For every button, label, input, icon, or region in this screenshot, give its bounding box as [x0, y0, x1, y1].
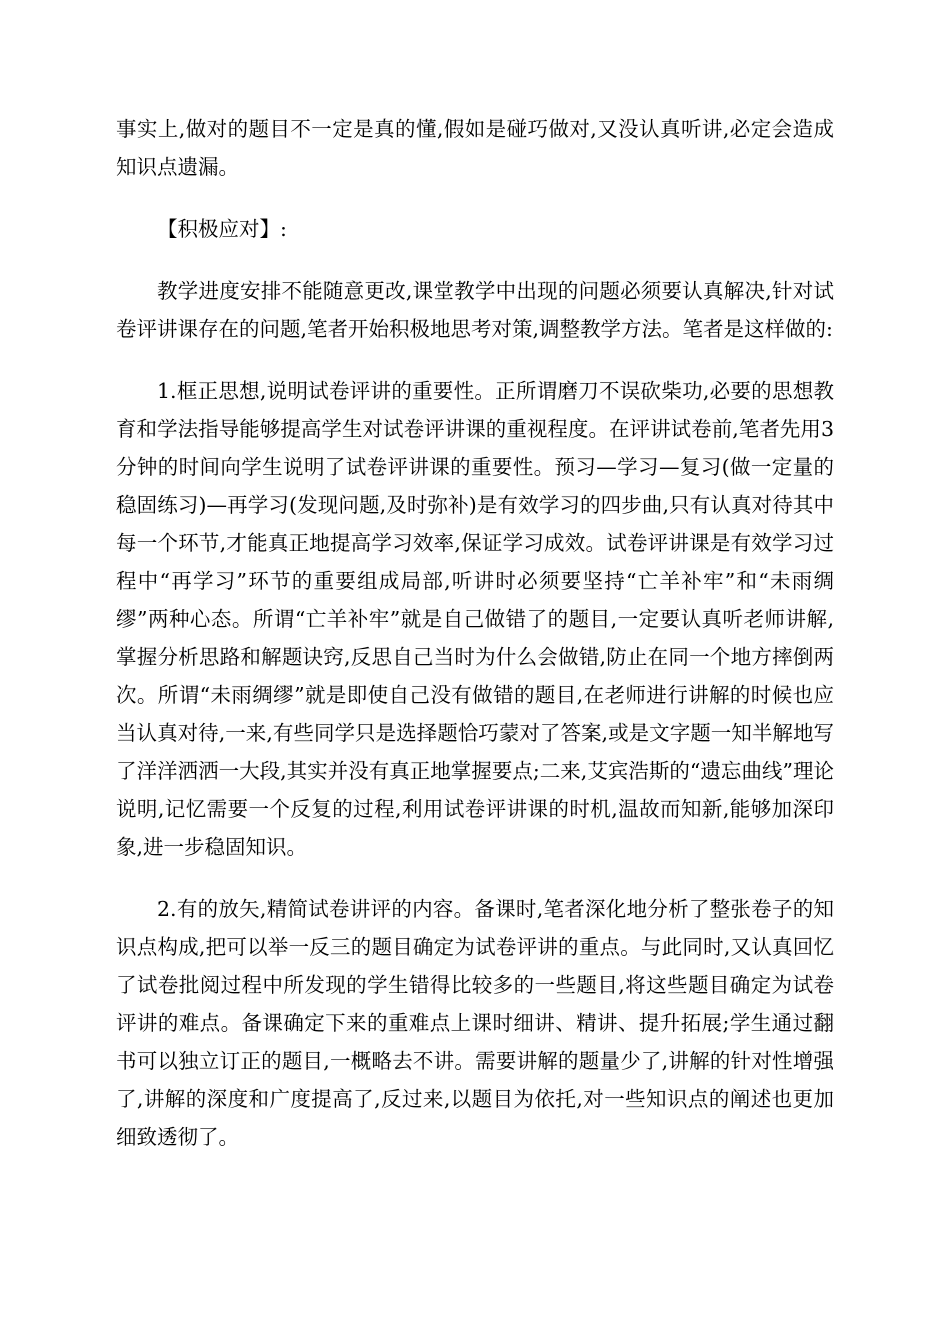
paragraph-intro: 事实上,做对的题目不一定是真的懂,假如是碰巧做对,又没认真听讲,必定会造成知识点遗漏。 [116, 117, 834, 179]
paragraph-overview: 教学进度安排不能随意更改,课堂教学中出现的问题必须要认真解决,针对试卷评讲课存在的问题,笔者开始积极地思考对策,调整教学方法。笔者是这样做的: [116, 279, 834, 341]
section-heading: 【积极应对】: [157, 217, 287, 241]
document-page [116, 110, 834, 1180]
paragraph-point-2: 2.有的放矢,精简试卷讲评的内容。备课时,笔者深化地分析了整张卷子的知识点构成,把可以举一反三的题目确定为试卷评讲的重点。与此同时,又认真回忆了试卷批阅过程中所发现的学生错得比较多的一些题目,将这些题目确定为试卷评讲的难点。备课确定下来的重难点上课时细讲、精讲、提升拓展;学生通过翻书可以独立订正的题目,一概略去不讲。需要讲解的题量少了,讲解的针对性增强了,讲解的深度和广度提高了,反过来,以题目为依托,对一些知识点的阐述也更加细致透彻了。 [116, 897, 834, 1149]
paragraph-point-1: 1.框正思想,说明试卷评讲的重要性。正所谓磨刀不误砍柴功,必要的思想教育和学法指导能够提高学生对试卷评讲课的重视程度。在评讲试卷前,笔者先用3分钟的时间向学生说明了试卷评讲课的重要性。预习—学习—复习(做一定量的稳固练习)—再学习(发现问题,及时弥补)是有效学习的四步曲,只有认真对待其中每一个环节,才能真正地提高学习效率,保证学习成效。试卷评讲课是有效学习过程中“再学习”环节的重要组成局部,听讲时必须要坚持“亡羊补牢”和“未雨绸缪”两种心态。所谓“亡羊补牢”就是自己做错了的题目,一定要认真听老师讲解,掌握分析思路和解题诀窍,反思自己当时为什么会做错,防止在同一个地方摔倒两次。所谓“未雨绸缪”就是即使自己没有做错的题目,在老师进行讲解的时候也应当认真对待,一来,有些同学只是选择题恰巧蒙对了答案,或是文字题一知半解地写了洋洋洒洒一大段,其实并没有真正地掌握要点;二来,艾宾浩斯的“遗忘曲线”理论说明,记忆需要一个反复的过程,利用试卷评讲课的时机,温故而知新,能够加深印象,进一步稳固知识。 [116, 379, 834, 859]
